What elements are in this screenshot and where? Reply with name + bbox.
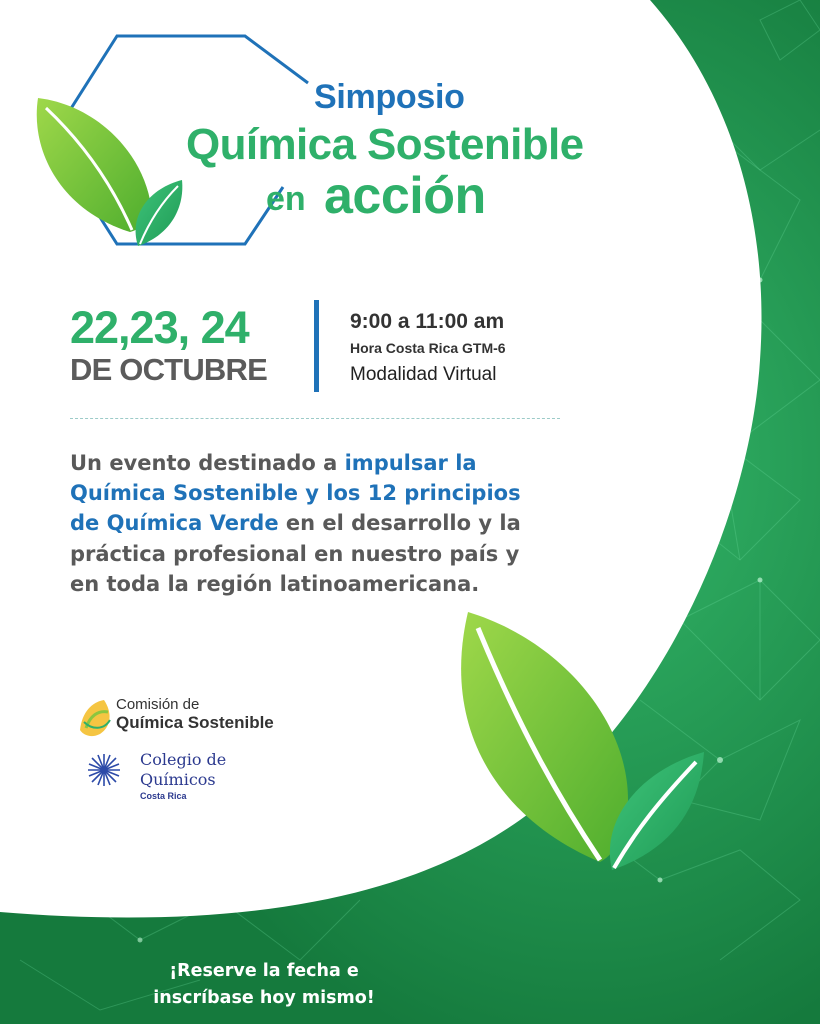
dashed-divider [70, 418, 560, 419]
title-en: en [266, 180, 306, 218]
colegio-line3: Costa Rica [140, 791, 187, 801]
vertical-divider [314, 300, 319, 392]
comision-line2: Química Sostenible [116, 713, 274, 732]
colegio-logo [140, 750, 226, 802]
description-text-end: en el desarrollo y la práctica profesional en nuestro país y en toda la región latinoamericana. [70, 511, 521, 596]
comision-logo [116, 697, 274, 733]
colegio-logo-icon [88, 754, 120, 786]
description-highlight: impulsar la Química Sostenible y los 12 principios de Química Verde [70, 451, 521, 536]
colegio-line2: Químicos [140, 770, 216, 789]
event-description [70, 448, 540, 599]
event-mode: Modalidad Virtual [350, 364, 497, 385]
description-text: Un evento destinado a [70, 451, 345, 475]
title-simposio: Simposio [314, 78, 465, 116]
cta-line1: ¡Reserve la fecha e [169, 961, 359, 981]
cta-line2: inscríbase hoy mismo! [153, 988, 375, 1008]
comision-line1: Comisión de [116, 696, 200, 713]
title-accion: acción [324, 167, 486, 225]
event-time: 9:00 a 11:00 am [350, 310, 505, 333]
title-quimica-sostenible: Química Sostenible [186, 120, 584, 169]
event-timezone: Hora Costa Rica GTM-6 [350, 340, 506, 356]
colegio-line1: Colegio de [140, 750, 227, 769]
event-month: DE OCTUBRE [70, 352, 267, 387]
call-to-action [0, 958, 528, 1012]
event-dates: 22,23, 24 [70, 302, 249, 353]
